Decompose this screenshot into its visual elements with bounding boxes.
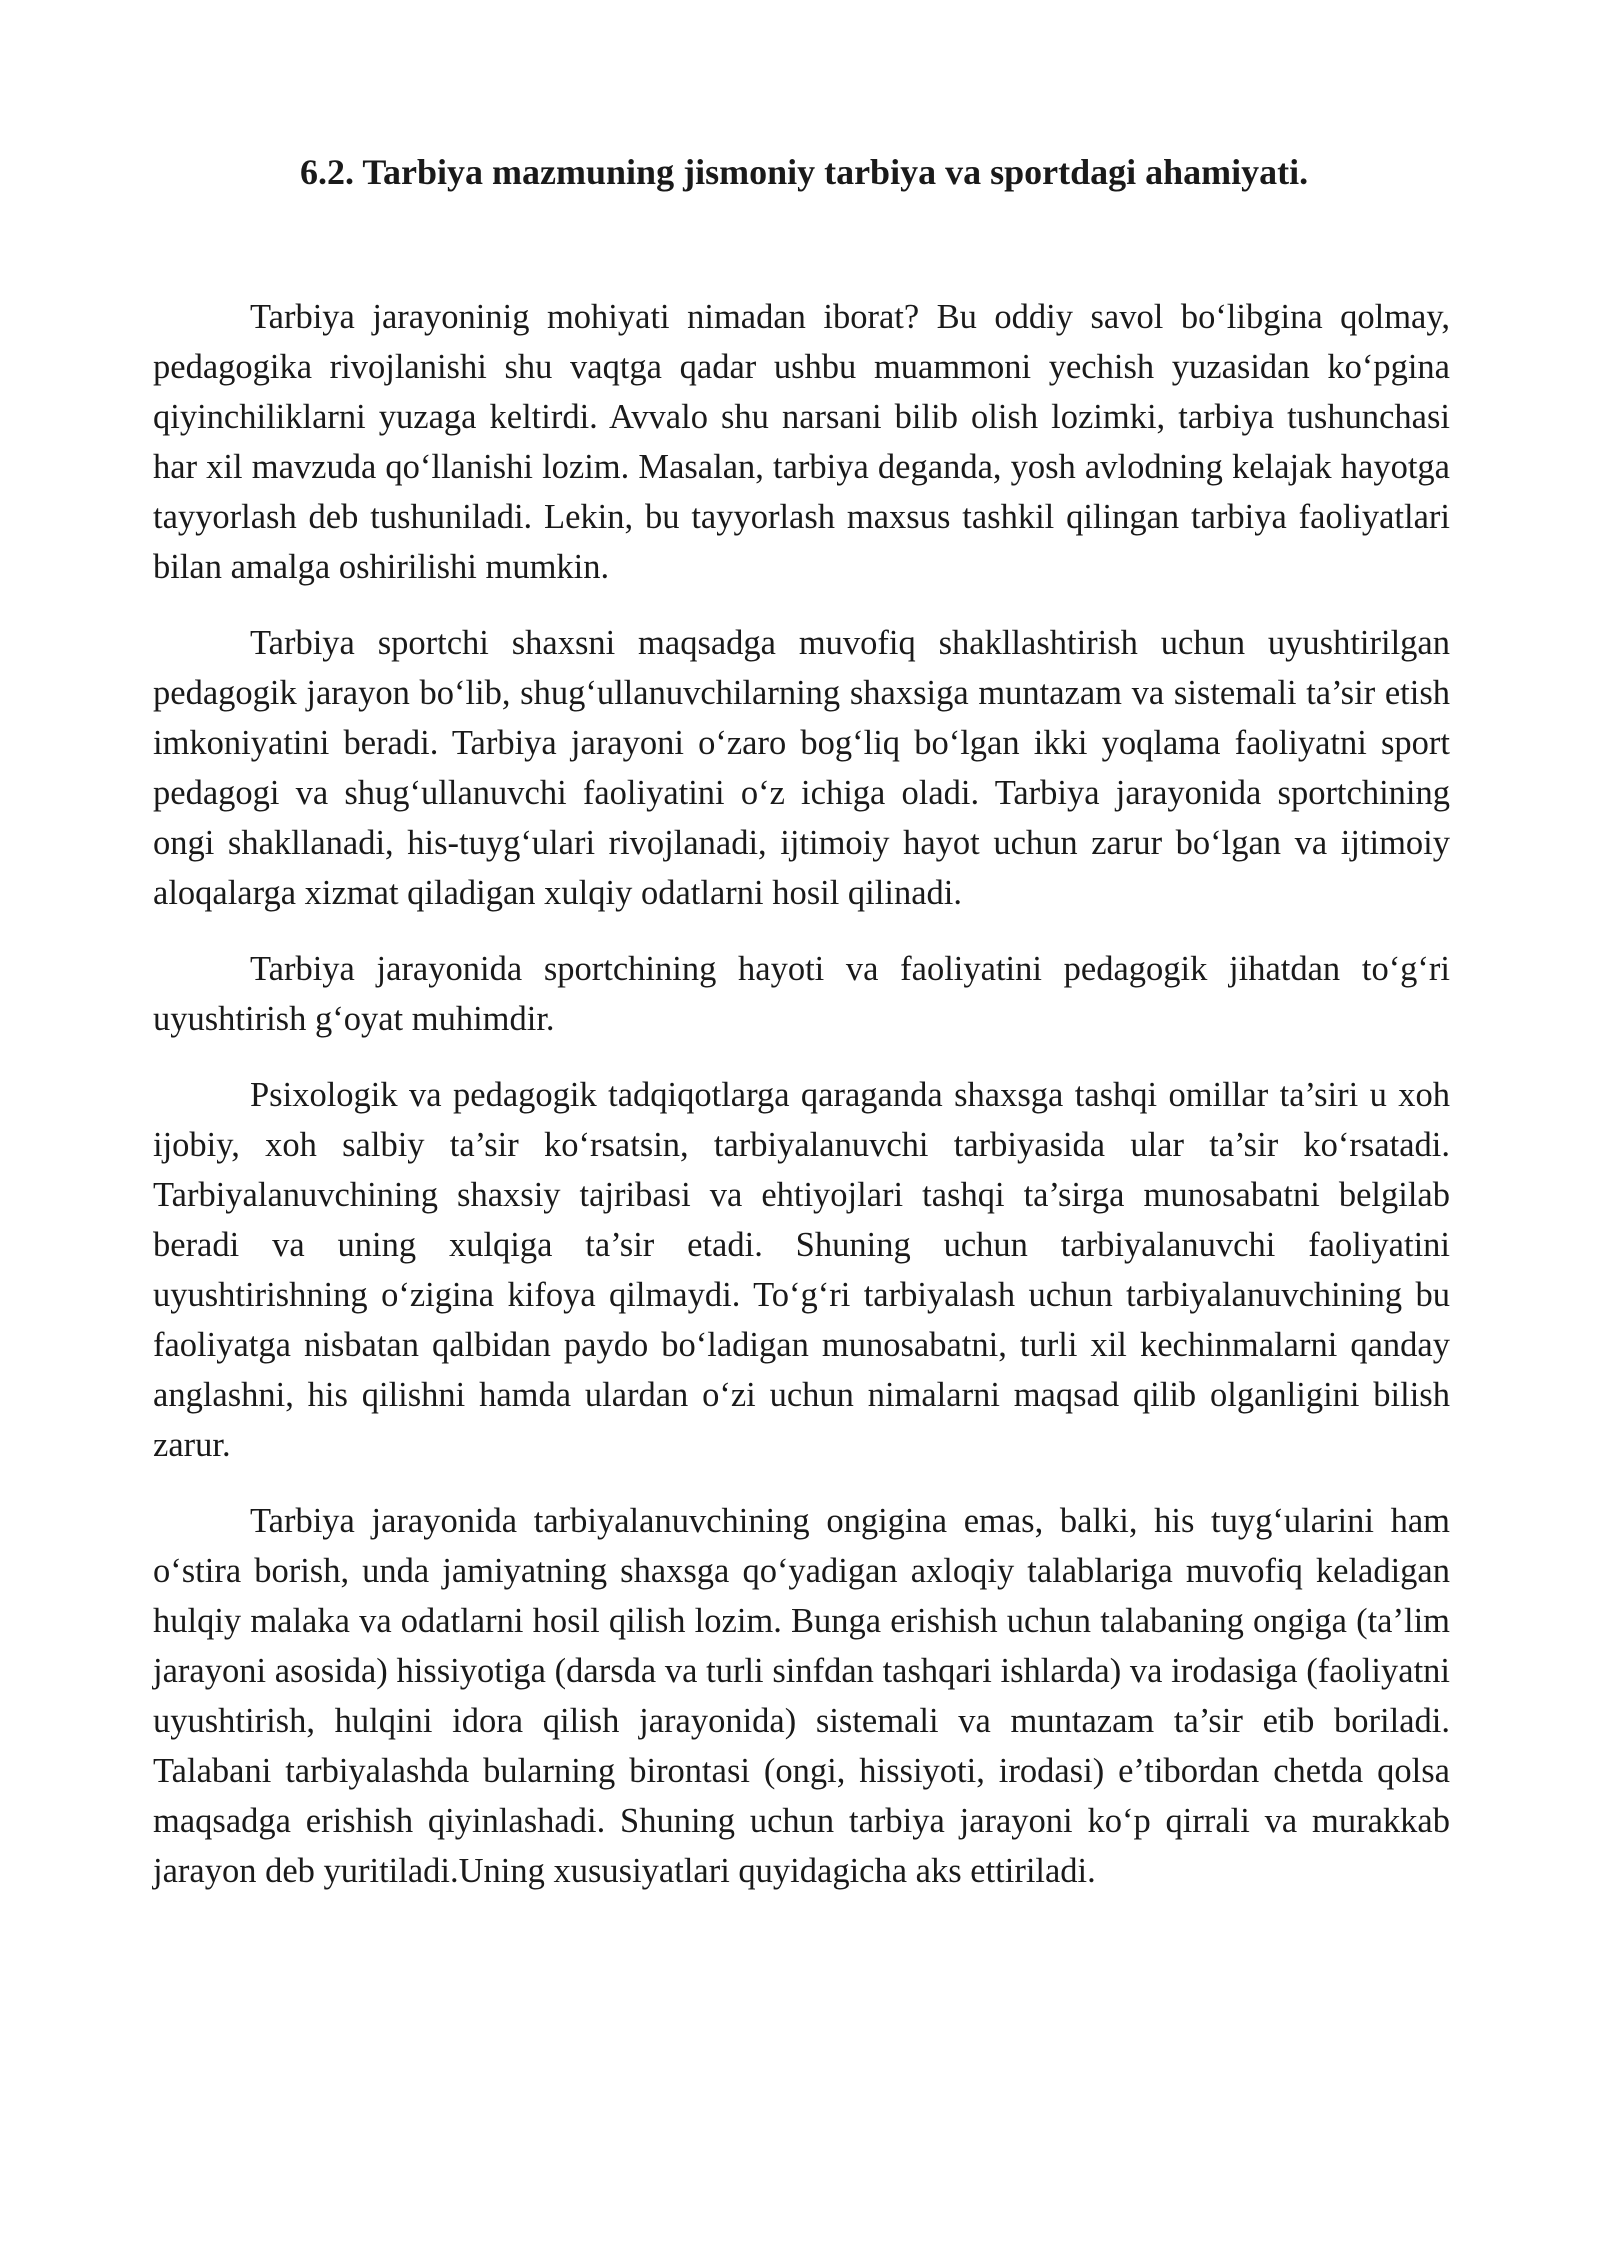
paragraph: Tarbiya jarayoninig mohiyati nimadan iborat? Bu oddiy savol bo‘libgina qolmay, pedagogika rivojlanishi shu vaqtga qadar ushbu muammoni yechish yuzasidan ko‘pgina qiyinchiliklarni yuzaga keltirdi. Avvalo shu narsani bilib olish lozimki, tarbiya tushunchasi har xil mavzuda qo‘llanishi lozim. Masalan, tarbiya deganda, yosh avlodning kelajak hayotga tayyorlash deb tushuniladi. Lekin, bu tayyorlash maxsus tashkil qilingan tarbiya faoliyatlari bilan amalga oshirilishi mumkin. bbox=[153, 298, 1450, 586]
body-text bbox=[153, 292, 1450, 1922]
paragraph: Tarbiya sportchi shaxsni maqsadga muvofiq shakllashtirish uchun uyushtirilgan pedagogik jarayon bo‘lib, shug‘ullanuvchilarning shaxsiga muntazam va sistemali ta’sir etish imkoniyatini beradi. Tarbiya jarayoni o‘zaro bog‘liq bo‘lgan ikki yoqlama faoliyatni sport pedagogi va shug‘ullanuvchi faoliyatini o‘z ichiga oladi. Tarbiya jarayonida sportchining ongi shakllanadi, his-tuyg‘ulari rivojlanadi, ijtimoiy hayot uchun zarur bo‘lgan va ijtimoiy aloqalarga xizmat qiladigan xulqiy odatlarni hosil qilinadi. bbox=[153, 624, 1450, 912]
paragraph: Psixologik va pedagogik tadqiqotlarga qaraganda shaxsga tashqi omillar ta’siri u xoh ijobiy, xoh salbiy ta’sir ko‘rsatsin, tarbiyalanuvchi tarbiyasida ular ta’sir ko‘rsatadi. Tarbiyalanuvchining shaxsiy tajribasi va ehtiyojlari tashqi ta’sirga munosabatni belgilab beradi va uning xulqiga ta’sir etadi. Shuning uchun tarbiyalanuvchi faoliyatini uyushtirishning o‘zigina kifoya qilmaydi. To‘g‘ri tarbiyalash uchun tarbiyalanuvchining bu faoliyatga nisbatan qalbidan paydo bo‘ladigan munosabatni, turli xil kechinmalarni qanday anglashni, his qilishni hamda ulardan o‘zi uchun nimalarni maqsad qilib olganligini bilish zarur. bbox=[153, 1076, 1450, 1464]
paragraph: Tarbiya jarayonida sportchining hayoti va faoliyatini pedagogik jihatdan to‘g‘ri uyushtirish g‘oyat muhimdir. bbox=[153, 950, 1450, 1038]
section-heading: 6.2. Tarbiya mazmuning jismoniy tarbiya va sportdagi ahamiyati. bbox=[300, 152, 1309, 192]
paragraph: Tarbiya jarayonida tarbiyalanuvchining ongigina emas, balki, his tuyg‘ularini ham o‘stira borish, unda jamiyatning shaxsga qo‘yadigan axloqiy talablariga muvofiq keladigan hulqiy malaka va odatlarni hosil qilish lozim. Bunga erishish uchun talabaning ongiga (ta’lim jarayoni asosida) hissiyotiga (darsda va turli sinfdan tashqari ishlarda) va irodasiga (faoliyatni uyushtirish, hulqini idora qilish jarayonida) sistemali va muntazam ta’sir etib boriladi. Talabani tarbiyalashda bularning birontasi (ongi, hissiyoti, irodasi) e’tibordan chetda qolsa maqsadga erishish qiyinlashadi. Shuning uchun tarbiya jarayoni ko‘p qirrali va murakkab jarayon deb yuritiladi.Uning xususiyatlari quyidagicha aks ettiriladi. bbox=[153, 1502, 1450, 1890]
